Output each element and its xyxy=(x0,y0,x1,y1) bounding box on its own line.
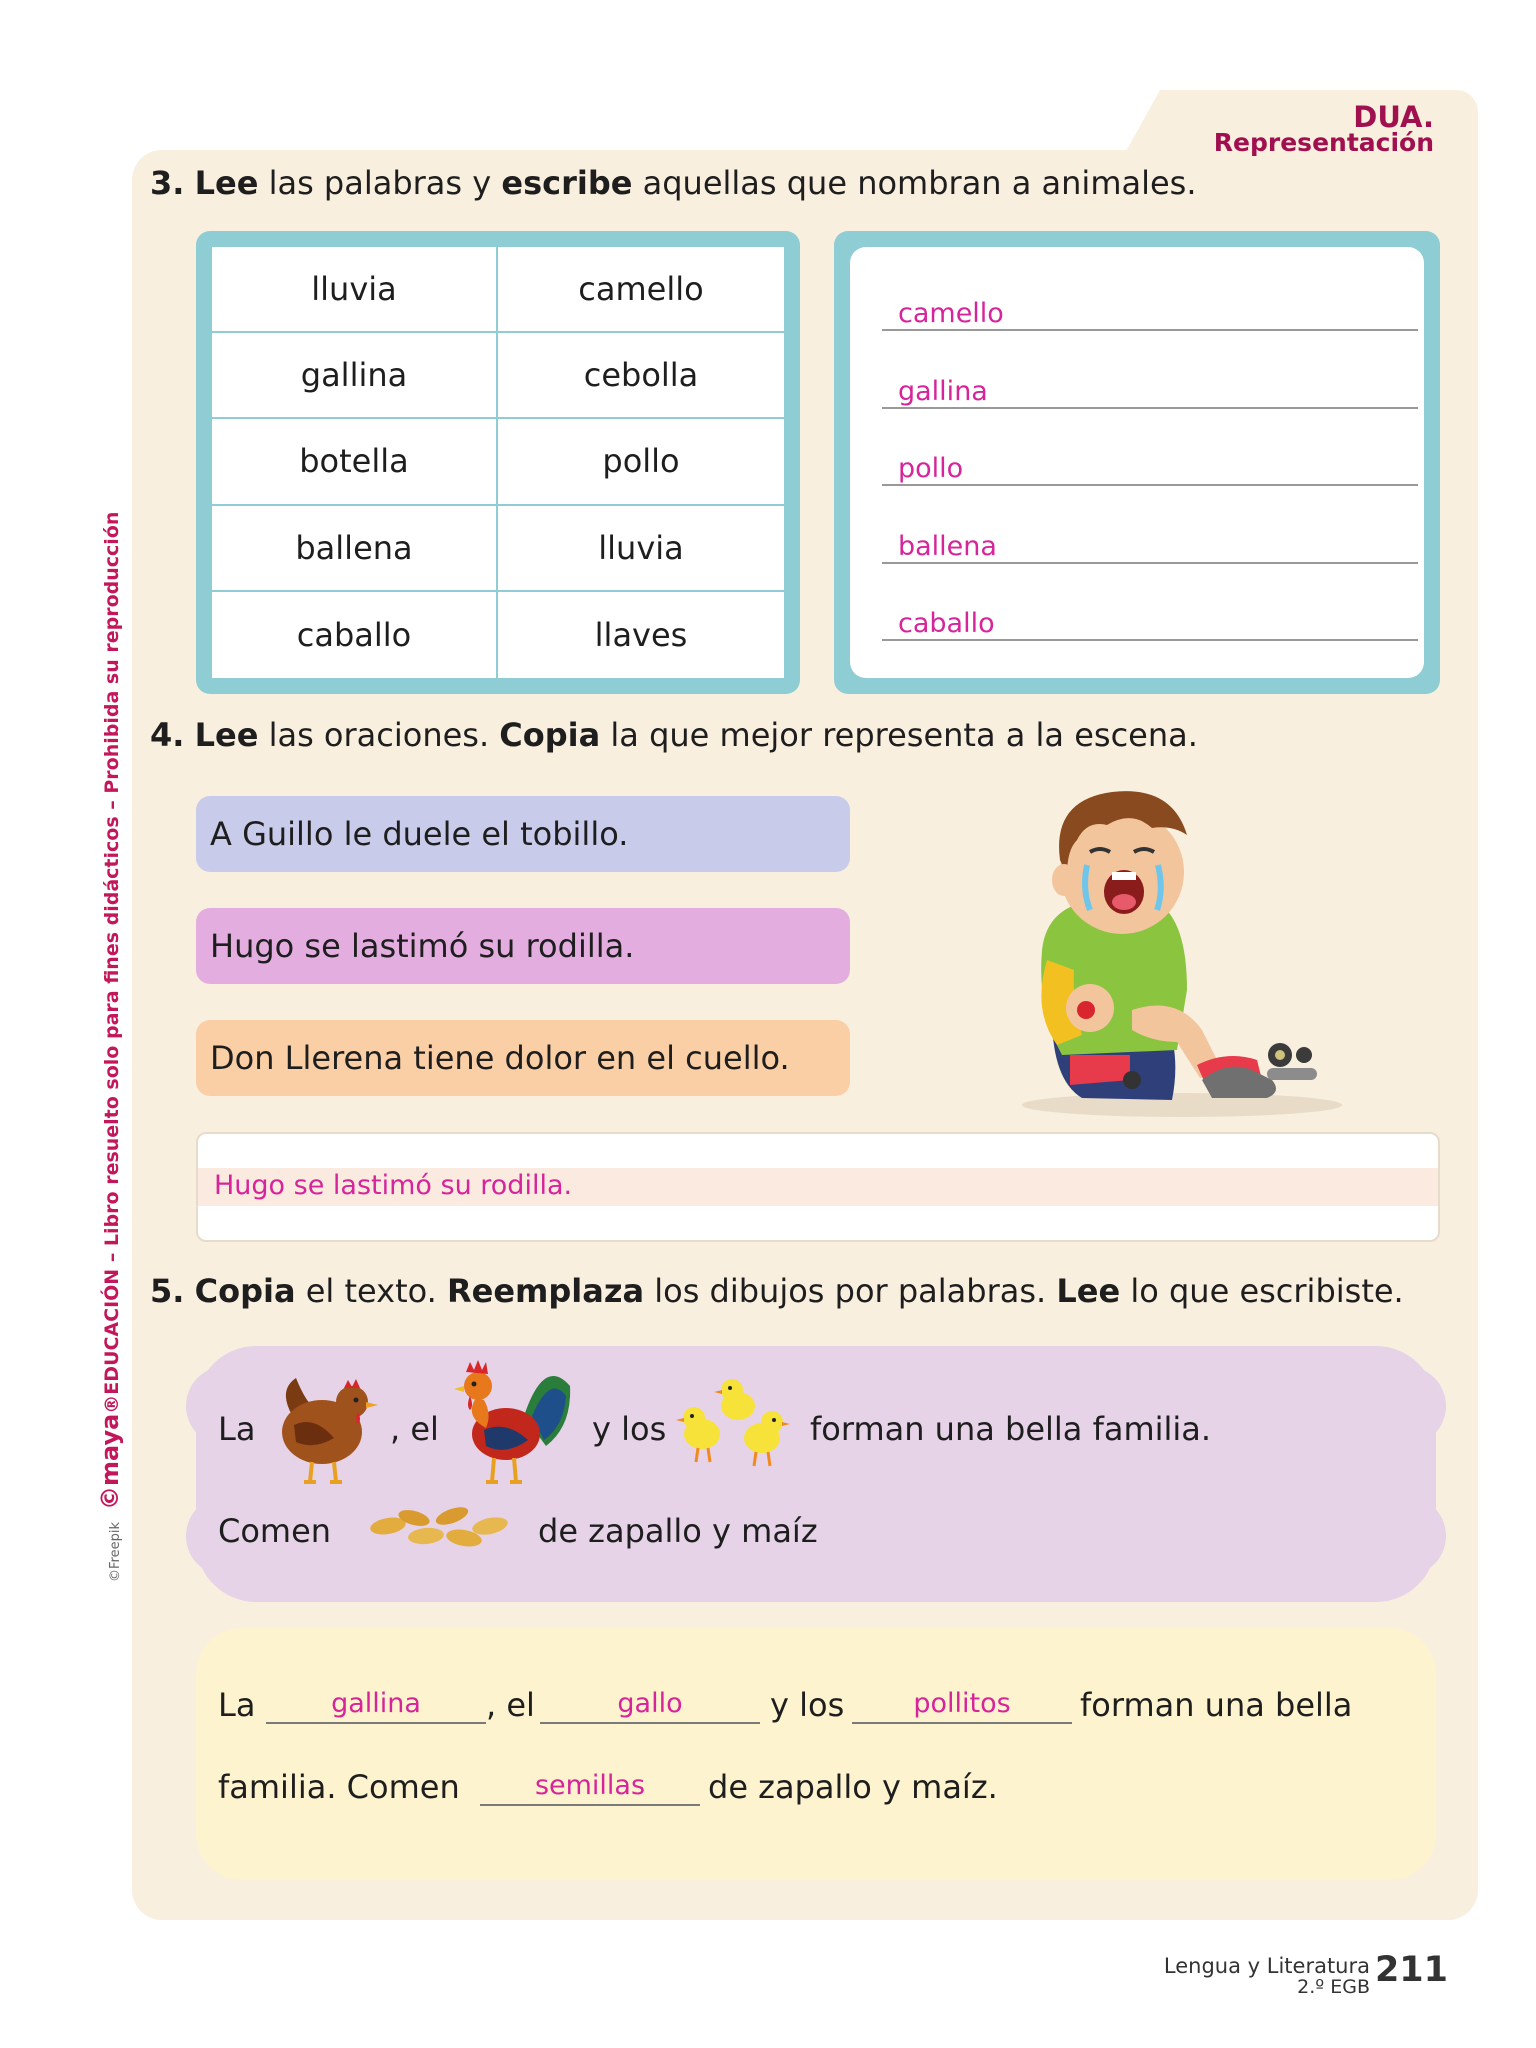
seeds-icon xyxy=(368,1498,512,1554)
heading-text: los dibujos por palabras. xyxy=(644,1272,1057,1310)
footer-subject: Lengua y Literatura xyxy=(1163,1954,1370,1978)
word-cell: llaves xyxy=(594,615,688,654)
copied-word: de zapallo y maíz. xyxy=(708,1768,998,1806)
copy-answer-text: Hugo se lastimó su rodilla. xyxy=(214,1170,573,1201)
word-cell: lluvia xyxy=(212,247,498,333)
verb-copia: Copia xyxy=(194,1272,296,1310)
exercise-3-number: 3. xyxy=(150,164,185,202)
copied-word: y los xyxy=(770,1686,845,1724)
verb-lee: Lee xyxy=(1056,1272,1121,1310)
exercise-4-number: 4. xyxy=(150,716,185,754)
cloud-word: La xyxy=(218,1410,256,1448)
heading-text: el texto. xyxy=(295,1272,447,1310)
copy-answer-box[interactable] xyxy=(196,1132,1440,1242)
copied-word: , el xyxy=(486,1686,535,1724)
dua-title: DUA. xyxy=(1353,100,1434,134)
word-table xyxy=(210,245,786,680)
heading-text: las oraciones. xyxy=(258,716,500,754)
sentence-option[interactable]: A Guillo le duele el tobillo. xyxy=(196,796,850,872)
sentence-option[interactable]: Don Llerena tiene dolor en el cuello. xyxy=(196,1020,850,1096)
copied-text-box xyxy=(196,1628,1436,1880)
rooster-icon xyxy=(454,1356,574,1488)
answer-line[interactable]: camello xyxy=(882,281,1418,331)
animal-answers-frame xyxy=(834,231,1440,694)
verb-lee: Lee xyxy=(194,716,259,754)
side-copyright xyxy=(96,512,124,1510)
page-number: 211 xyxy=(1374,1950,1448,1990)
answer-line[interactable]: pollo xyxy=(882,436,1418,486)
chicks-icon xyxy=(676,1372,790,1470)
heading-text: las palabras y xyxy=(258,164,502,202)
word-cell: gallina xyxy=(212,333,498,419)
animal-answers-card xyxy=(850,247,1424,678)
cloud-word: , el xyxy=(390,1410,439,1448)
word-cell: lluvia xyxy=(498,506,784,592)
cloud-word: y los xyxy=(592,1410,667,1448)
word-cell: camello xyxy=(498,247,784,333)
exercise-5-heading xyxy=(150,1272,1404,1310)
cloud-word: de zapallo y maíz xyxy=(538,1512,818,1550)
heading-text: la que mejor representa a la escena. xyxy=(600,716,1198,754)
cloud-bump xyxy=(1366,1366,1446,1446)
answer-line[interactable]: gallina xyxy=(882,359,1418,409)
word-table-frame xyxy=(196,231,800,694)
heading-text: aquellas que nombran a animales. xyxy=(632,164,1197,202)
heading-text: lo que escribiste. xyxy=(1120,1272,1404,1310)
verb-lee: Lee xyxy=(194,164,259,202)
copied-word: familia. Comen xyxy=(218,1768,460,1806)
verb-reemplaza: Reemplaza xyxy=(446,1272,645,1310)
exercise-5-number: 5. xyxy=(150,1272,185,1310)
word-cell: ballena xyxy=(212,506,498,592)
verb-copia: Copia xyxy=(499,716,601,754)
exercise-3-heading xyxy=(150,164,1197,202)
blank-semillas[interactable]: semillas xyxy=(480,1766,700,1806)
copied-word: forman una bella xyxy=(1080,1686,1353,1724)
exercise-4-heading xyxy=(150,716,1198,754)
picture-text-cloud xyxy=(196,1346,1436,1602)
maya-brand: ©maya xyxy=(96,1413,124,1510)
cloud-word: Comen xyxy=(218,1512,332,1550)
blank-gallina[interactable]: gallina xyxy=(266,1684,486,1724)
sentence-option[interactable]: Hugo se lastimó su rodilla. xyxy=(196,908,850,984)
word-cell: pollo xyxy=(498,419,784,505)
copied-word: La xyxy=(218,1686,256,1724)
answer-line[interactable]: caballo xyxy=(882,591,1418,641)
answer-line[interactable]: ballena xyxy=(882,514,1418,564)
side-copyright-text: ®EDUCACIÓN – Libro resuelto solo para fines didácticos – Prohibida su reproducción xyxy=(101,511,123,1414)
word-cell: caballo xyxy=(212,592,498,678)
freepik-credit: ©Freepik xyxy=(108,1522,123,1582)
blank-gallo[interactable]: gallo xyxy=(540,1684,760,1724)
hen-icon xyxy=(274,1370,378,1488)
footer-grade: 2.º EGB xyxy=(1297,1976,1370,1998)
crying-boy-illustration xyxy=(1012,780,1342,1120)
blank-pollitos[interactable]: pollitos xyxy=(852,1684,1072,1724)
dua-subtitle: Representación xyxy=(1213,128,1434,157)
cloud-word: forman una bella familia. xyxy=(810,1410,1212,1448)
cloud-bump xyxy=(1366,1496,1446,1576)
word-cell: botella xyxy=(212,419,498,505)
word-cell: cebolla xyxy=(498,333,784,419)
verb-escribe: escribe xyxy=(501,164,633,202)
